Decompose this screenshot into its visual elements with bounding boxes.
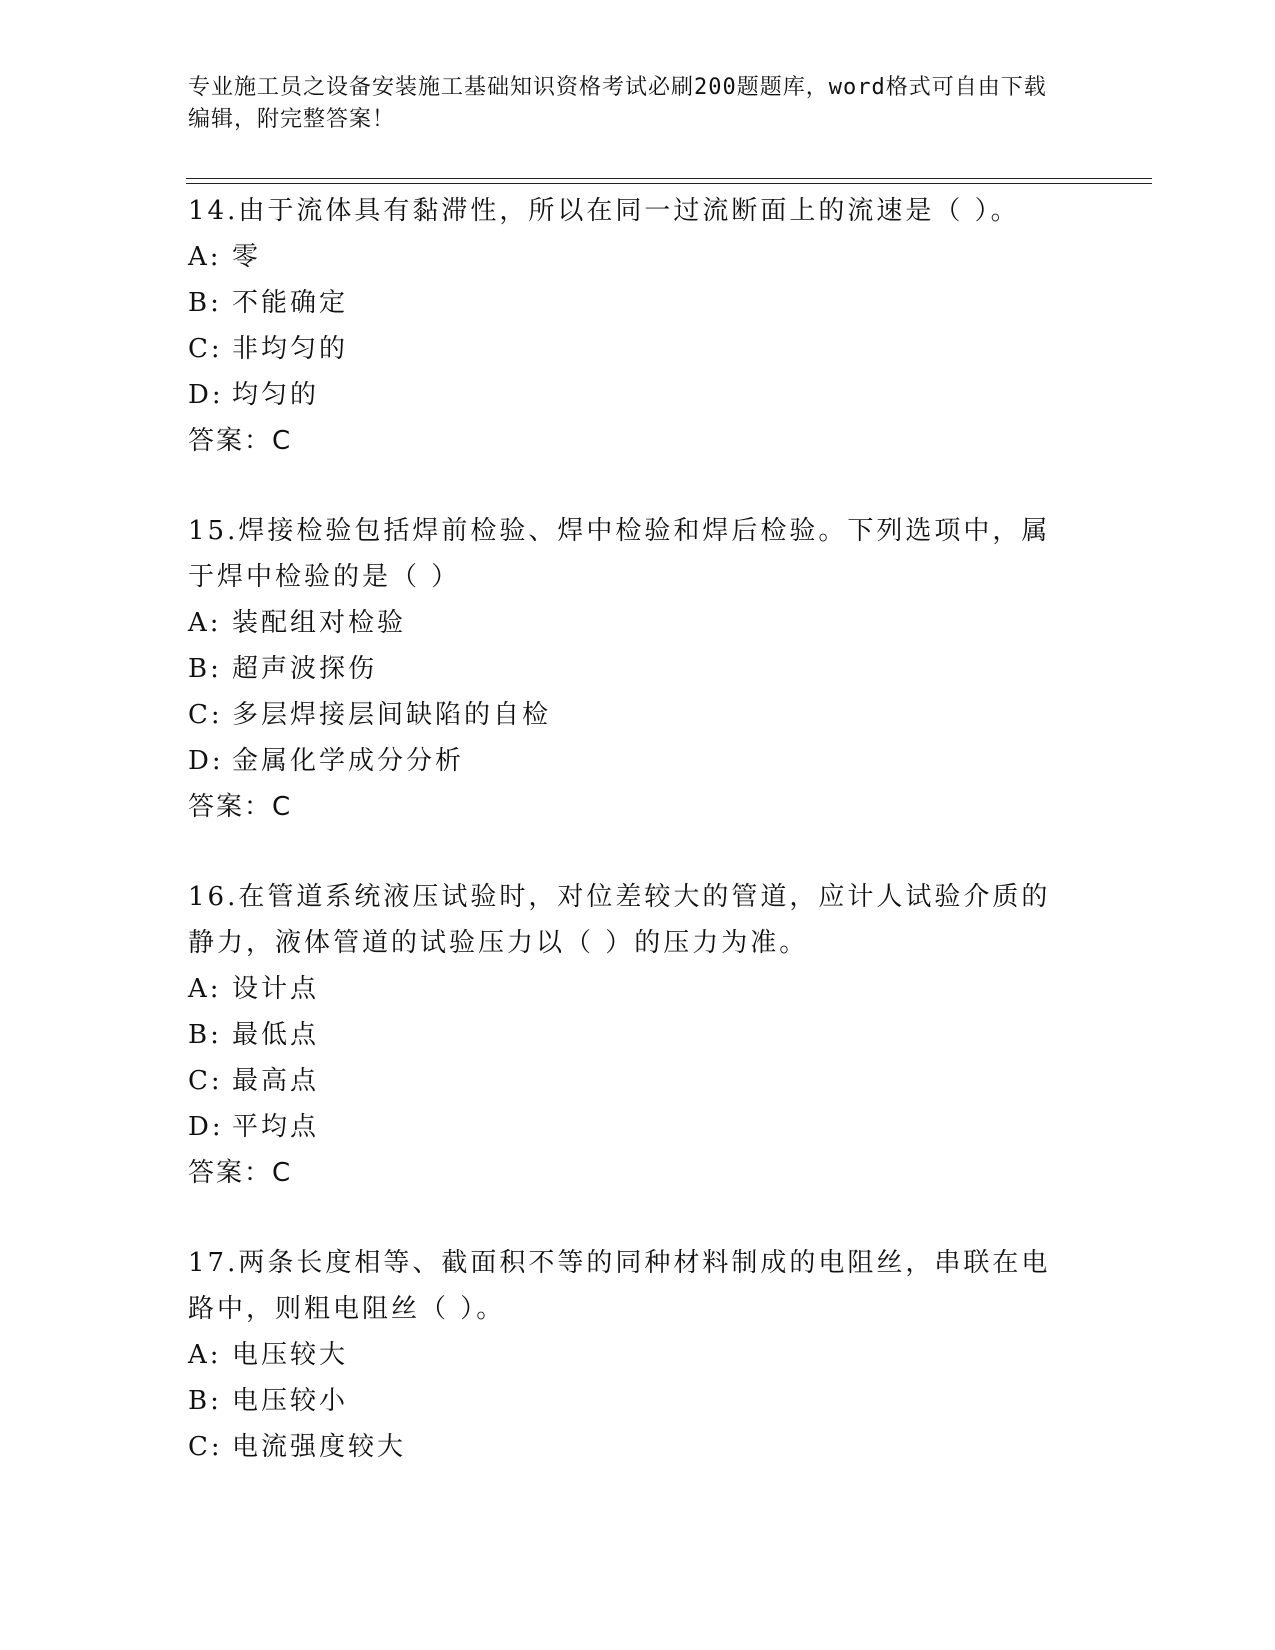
option-key: B:: [188, 1020, 222, 1050]
option-text: 装配组对检验: [232, 608, 407, 638]
option-text: 非均匀的: [232, 334, 349, 364]
option-key: D:: [188, 380, 224, 410]
question-text: 焊接检验包括焊前检验、焊中检验和焊后检验。下列选项中，属于焊中检验的是（ ）: [188, 516, 1051, 592]
option-text: 零: [232, 242, 262, 272]
question-stem: [188, 508, 1068, 600]
option-key: B:: [188, 288, 222, 318]
question-number: 17.: [188, 1248, 239, 1278]
question-stem: [188, 874, 1068, 966]
option-text: 不能确定: [232, 288, 349, 318]
option-key: C:: [188, 1066, 223, 1096]
option-c: [188, 1058, 1088, 1104]
option-key: C:: [188, 700, 223, 730]
question-15: [188, 508, 1088, 830]
option-a: [188, 600, 1088, 646]
option-text: 平均点: [232, 1112, 320, 1142]
option-text: 最低点: [232, 1020, 320, 1050]
question-number: 14.: [188, 196, 239, 226]
option-key: B:: [188, 1386, 222, 1416]
option-key: A:: [188, 1340, 222, 1370]
header-divider-top: [186, 178, 1152, 179]
question-14: [188, 188, 1088, 464]
option-c: [188, 692, 1088, 738]
question-stem: [188, 1240, 1068, 1332]
question-16: [188, 874, 1088, 1196]
question-number: 16.: [188, 882, 239, 912]
option-d: [188, 738, 1088, 784]
question-list: [188, 188, 1088, 1514]
option-a: [188, 966, 1088, 1012]
option-a: [188, 234, 1088, 280]
answer-line: 答案：C: [188, 1158, 293, 1188]
option-text: 均匀的: [232, 380, 320, 410]
option-text: 电压较大: [232, 1340, 349, 1370]
option-key: C:: [188, 334, 223, 364]
option-text: 最高点: [232, 1066, 320, 1096]
option-c: [188, 1424, 1088, 1470]
option-text: 设计点: [232, 974, 320, 1004]
answer-line: 答案：C: [188, 792, 293, 822]
option-d: [188, 372, 1088, 418]
answer-line: 答案：C: [188, 426, 293, 456]
option-b: [188, 1378, 1088, 1424]
header-title: 专业施工员之设备安装施工基础知识资格考试必刷200题题库，word格式可自由下载编辑，附完整答案！: [188, 75, 1047, 132]
document-header: [188, 72, 1068, 136]
option-text: 电压较小: [232, 1386, 349, 1416]
option-c: [188, 326, 1088, 372]
question-text: 由于流体具有黏滞性，所以在同一过流断面上的流速是（ ）。: [238, 196, 1020, 226]
option-text: 多层焊接层间缺陷的自检: [232, 700, 552, 730]
question-text: 在管道系统液压试验时，对位差较大的管道，应计人试验介质的静力，液体管道的试验压力以（ ）的压力为准。: [188, 882, 1051, 958]
option-d: [188, 1104, 1088, 1150]
question-17: [188, 1240, 1088, 1470]
option-b: [188, 280, 1088, 326]
option-text: 金属化学成分分析: [232, 746, 465, 776]
option-key: C:: [188, 1432, 223, 1462]
header-divider-bottom: [186, 183, 1152, 184]
question-number: 15.: [188, 516, 239, 546]
option-key: D:: [188, 746, 224, 776]
option-key: A:: [188, 242, 222, 272]
option-text: 电流强度较大: [232, 1432, 407, 1462]
option-b: [188, 1012, 1088, 1058]
option-a: [188, 1332, 1088, 1378]
question-stem: [188, 188, 1068, 234]
option-key: B:: [188, 654, 222, 684]
option-text: 超声波探伤: [232, 654, 378, 684]
question-text: 两条长度相等、截面积不等的同种材料制成的电阻丝，串联在电路中，则粗电阻丝（ ）。: [188, 1248, 1051, 1324]
option-b: [188, 646, 1088, 692]
option-key: A:: [188, 974, 222, 1004]
option-key: A:: [188, 608, 222, 638]
option-key: D:: [188, 1112, 224, 1142]
